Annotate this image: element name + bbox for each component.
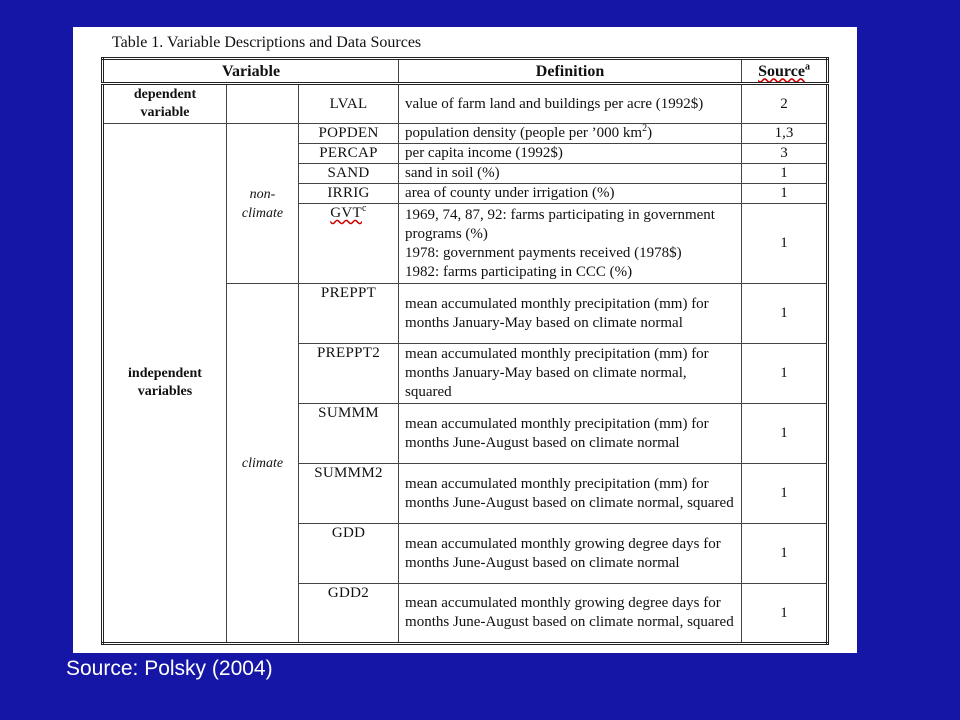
variable-definition: mean accumulated monthly growing degree days for months June-August based on climate normal, squared xyxy=(399,584,742,644)
table-row xyxy=(103,84,828,124)
definition-superscript: 2 xyxy=(642,123,648,134)
variable-name: PERCAP xyxy=(299,144,399,164)
variable-definition: per capita income (1992$) xyxy=(399,144,742,164)
variable-definition: mean accumulated monthly precipitation (mm) for months June-August based on climate normal, squared xyxy=(399,464,742,524)
variable-name: LVAL xyxy=(299,84,399,124)
variable-source: 1 xyxy=(742,344,828,404)
definition-line: 1969, 74, 87, 92: farms participating in government programs (%) xyxy=(405,206,715,242)
table-title xyxy=(112,34,421,52)
definition-line: 1978: government payments received (1978$) xyxy=(405,244,682,261)
group-independent: independent variables xyxy=(103,124,227,644)
variable-source: 1 xyxy=(742,204,828,284)
header-definition: Definition xyxy=(399,59,742,84)
variable-definition: value of farm land and buildings per acre (1992$) xyxy=(399,84,742,124)
variable-source: 1 xyxy=(742,164,828,184)
source-caption: Source: Polsky (2004) xyxy=(66,657,273,680)
variable-definition: mean accumulated monthly precipitation (mm) for months January-May based on climate normal xyxy=(399,284,742,344)
variable-source: 1 xyxy=(742,184,828,204)
variable-name: GDD xyxy=(299,524,399,584)
variable-definition: mean accumulated monthly precipitation (mm) for months June-August based on climate normal xyxy=(399,404,742,464)
variable-source: 1 xyxy=(742,524,828,584)
table-title-text: Table 1. Variable Descriptions and Data Sources xyxy=(112,34,422,51)
empty-cell xyxy=(227,84,299,124)
header-source xyxy=(742,59,828,84)
variable-definition: mean accumulated monthly precipitation (mm) for months January-May based on climate normal, squared xyxy=(399,344,742,404)
variable-name: GDD2 xyxy=(299,584,399,644)
variable-definition: area of county under irrigation (%) xyxy=(399,184,742,204)
header-row xyxy=(103,59,828,84)
variable-definition: sand in soil (%) xyxy=(399,164,742,184)
variable-table xyxy=(101,57,829,645)
variable-source: 1,3 xyxy=(742,124,828,144)
variable-name: SUMMM2 xyxy=(299,464,399,524)
header-variable: Variable xyxy=(103,59,399,84)
definition-end: ) xyxy=(647,125,653,141)
definition-line: 1982: farms participating in CCC (%) xyxy=(405,263,633,280)
variable-source: 1 xyxy=(742,404,828,464)
variable-name: IRRIG xyxy=(299,184,399,204)
variable-name: PREPPT xyxy=(299,284,399,344)
subgroup-climate: climate xyxy=(227,284,299,644)
variable-definition: mean accumulated monthly growing degree days for months June-August based on climate normal xyxy=(399,524,742,584)
variable-name: POPDEN xyxy=(299,124,399,144)
variable-source: 1 xyxy=(742,464,828,524)
header-source-text: Source xyxy=(758,62,805,80)
variable-superscript: c xyxy=(362,203,367,214)
variable-source: 1 xyxy=(742,584,828,644)
definition-text: population density (people per ’000 km xyxy=(405,125,643,141)
variable-definition xyxy=(399,124,742,144)
header-source-superscript: a xyxy=(804,61,810,73)
subgroup-non-climate: non-climate xyxy=(227,124,299,284)
variable-name: SAND xyxy=(299,164,399,184)
variable-source: 1 xyxy=(742,284,828,344)
variable-name: PREPPT2 xyxy=(299,344,399,404)
table-row xyxy=(103,124,828,144)
variable-definition xyxy=(399,204,742,284)
group-dependent: dependent variable xyxy=(103,84,227,124)
variable-source: 2 xyxy=(742,84,828,124)
variable-name xyxy=(299,204,399,284)
variable-name-text: GVT xyxy=(330,205,362,221)
variable-name: SUMMM xyxy=(299,404,399,464)
variable-source: 3 xyxy=(742,144,828,164)
